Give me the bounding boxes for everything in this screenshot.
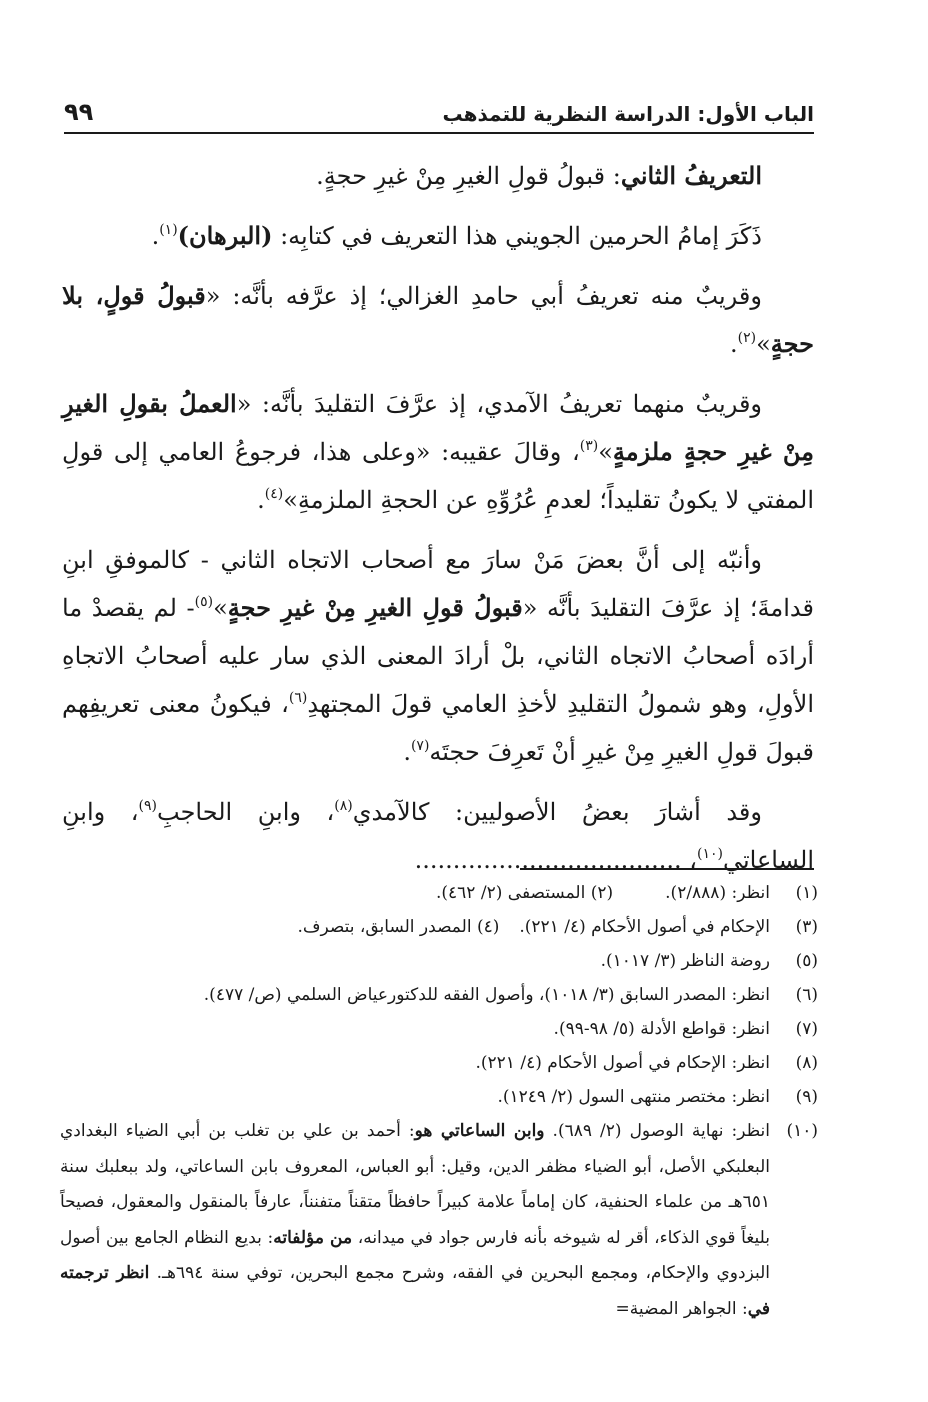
footnote-text: انظر: مختصر منتهى السول (٢/ ١٢٤٩). [497, 1087, 770, 1107]
footnote-ref[interactable]: (١) [159, 222, 178, 238]
bold-run: من مؤلفاته [273, 1227, 353, 1248]
footnote-7 [60, 1012, 818, 1046]
footnote-3-4 [60, 910, 818, 944]
footnote-ref[interactable]: (٨) [334, 798, 353, 814]
text-run: - لم يقصدْ ما أرادَه أصحابُ الاتجاه الثاني، بلْ أرادَ المعنى الذي سار عليه أصحابُ الاتجاهِ الأولِ، وهو شمولُ التقليدِ لأخذِ العامي قولَ المجتهدِ [62, 594, 814, 718]
footnote-text: انظر: الإحكام في أصول الأحكام (٤/ ٢٢١). [475, 1053, 770, 1073]
paragraph-juwayni [62, 212, 814, 260]
text-run: وأنبّه إلى أنَّ بعضَ مَنْ سارَ مع أصحاب الاتجاه الثاني - كالموفقِ ابنِ قدامةَ؛ إذ عرَّفَ التقليدَ بأنَّه « [62, 546, 814, 622]
text-run: ذَكَرَ إمامُ الحرمين الجويني هذا التعريف في كتابِه: [272, 222, 762, 250]
footnote-8 [60, 1046, 818, 1080]
text-run: : الجواهر المضية= [615, 1298, 748, 1319]
footnote-10 [60, 1114, 818, 1327]
quoted-definition: العملُ بقولِ الغيرِ مِنْ غيرِ حجةٍ ملزمةٍ [62, 389, 814, 466]
text-run: » [756, 330, 771, 358]
footnote-text: المصدر السابق، بتصرف. [297, 917, 472, 937]
footnote-text: روضة الناظر (٣/ ١٠١٧). [600, 951, 770, 971]
footnote-1-2 [60, 876, 818, 910]
footnote-number: (٨) [795, 1053, 818, 1073]
text-run: . [403, 738, 411, 766]
footnote-ref[interactable]: (٤) [264, 486, 284, 502]
footnote-ref[interactable]: (٥) [194, 594, 214, 610]
continuation-dots: ................................... [414, 846, 682, 874]
footnote-number: (٢) [590, 883, 614, 903]
text-run: : أحمد بن علي بن تغلب بن أبي الضياء البغدادي البعلبكي الأصل، أبو الضياء مظفر الدين، وقيل: أبو العباس، المعروف بابن الساعاتي، ولد ببعلبك سنة ٦٥١هـ من علماء الحنفية، كان إماماً علامة كبيراً حافظاً متقناً متفنناً، عارفاً بالمنقول والمعقول، فصيحاً بليغاً قوي الذكاء، أقر له شيوخه بأنه فارس جواد في ميدانه، [60, 1121, 770, 1248]
footnote-number: (١) [795, 883, 818, 903]
text-run: ، [681, 846, 697, 874]
quoted-definition: قبولُ قولٍ، بلا حجةٍ [62, 281, 814, 358]
footnote-ref[interactable]: (١٠) [696, 846, 723, 862]
footnote-text: الإحكام في أصول الأحكام (٤/ ٢٢١). [519, 917, 770, 937]
footnote-number: (٣) [795, 917, 818, 937]
footnote-number: (٥) [795, 951, 818, 971]
text-run: : بديع النظام الجامع بين أصول البزدوي والإحكام، ومجمع البحرين في الفقه، وشرح مجمع البحرين، توفي سنة ٦٩٤هـ. [60, 1227, 770, 1283]
footnote-number: (١٠) [786, 1121, 818, 1141]
footnote-ref[interactable]: (٩) [138, 798, 157, 814]
footnote-ref[interactable]: (٣) [579, 438, 599, 454]
footnote-5 [60, 944, 818, 978]
footnote-number: (٦) [795, 985, 818, 1005]
footnote-ref[interactable]: (٢) [737, 330, 757, 346]
footnotes [60, 876, 818, 1327]
book-title: (البرهان) [177, 221, 273, 250]
text-run: وقريبٌ منهما تعريفُ الآمدي، إذ عرَّفَ التقليدَ بأنَّه: « [236, 390, 763, 418]
footnote-9 [60, 1080, 818, 1114]
footnote-number: (٤) [476, 917, 500, 937]
footnote-6 [60, 978, 818, 1012]
definition-label: التعريفُ الثاني [620, 161, 762, 190]
paragraph-amidi [62, 380, 814, 524]
bold-run: وابن الساعاتي هو [414, 1121, 545, 1141]
paragraph-ibn-qudama [62, 536, 814, 776]
footnote-number: (٩) [795, 1087, 818, 1107]
footnote-text: انظر: (٢/٨٨٨). [665, 883, 770, 903]
text-run: . [730, 330, 738, 358]
footnote-number: (٧) [795, 1019, 818, 1039]
text-run: ، وابنِ الحاجبِ [157, 798, 335, 826]
body-text [62, 152, 814, 896]
text-run: ، فيكونُ معنى تعريفِهم قبولَ قولِ الغيرِ مِنْ غيرِ أنْ تَعرِفَ حجتَه [62, 690, 814, 766]
footnote-text: المستصفى (٢/ ٤٦٢). [436, 883, 586, 903]
text-run: . [257, 486, 265, 514]
footnote-text: انظر: المصدر السابق (٣/ ١٠١٨)، وأصول الفقه للدكتورعياض السلمي (ص/ ٤٧٧). [203, 985, 770, 1005]
quoted-definition: قبولُ قولِ الغيرِ مِنْ غيرِ حجةٍ [227, 593, 523, 622]
bold-run: انظر ترجمته في [60, 1263, 770, 1319]
text-run: » [213, 594, 228, 622]
text-run: وقريبٌ منه تعريفُ أبي حامدِ الغزالي؛ إذ عرَّفه بأنَّه: « [205, 282, 762, 310]
definition-text: : قبولُ قولِ الغيرِ مِنْ غيرِ حجةٍ. [316, 162, 621, 190]
text-run: انظر: نهاية الوصول (٢/ ٦٨٩). [544, 1121, 770, 1141]
chapter-title: الباب الأول: الدراسة النظرية للتمذهب [442, 102, 814, 126]
running-header [64, 92, 814, 134]
text-run: ، وابنِ الساعاتي [62, 798, 814, 874]
page-number: ٩٩ [64, 98, 94, 126]
footnote-text: انظر: قواطع الأدلة (٥/ ٩٨-٩٩). [553, 1019, 770, 1039]
footnote-separator [520, 868, 814, 870]
text-run: . [151, 222, 160, 250]
paragraph-ghazali [62, 272, 814, 368]
footnote-ref[interactable]: (٧) [410, 738, 430, 754]
text-run: وقد أشارَ بعضُ الأصوليين: كالآمدي [352, 798, 762, 826]
footnote-ref[interactable]: (٦) [288, 690, 308, 706]
text-run: » [598, 438, 613, 466]
paragraph-definition-two [62, 152, 814, 200]
text-run: ، وقالَ عقيبه: «وعلى هذا، فرجوعُ العامي إلى قولِ المفتي لا يكونُ تقليداً؛ لعدمِ عُرُوِّهِ عن الحجةِ الملزمةِ» [62, 438, 814, 514]
